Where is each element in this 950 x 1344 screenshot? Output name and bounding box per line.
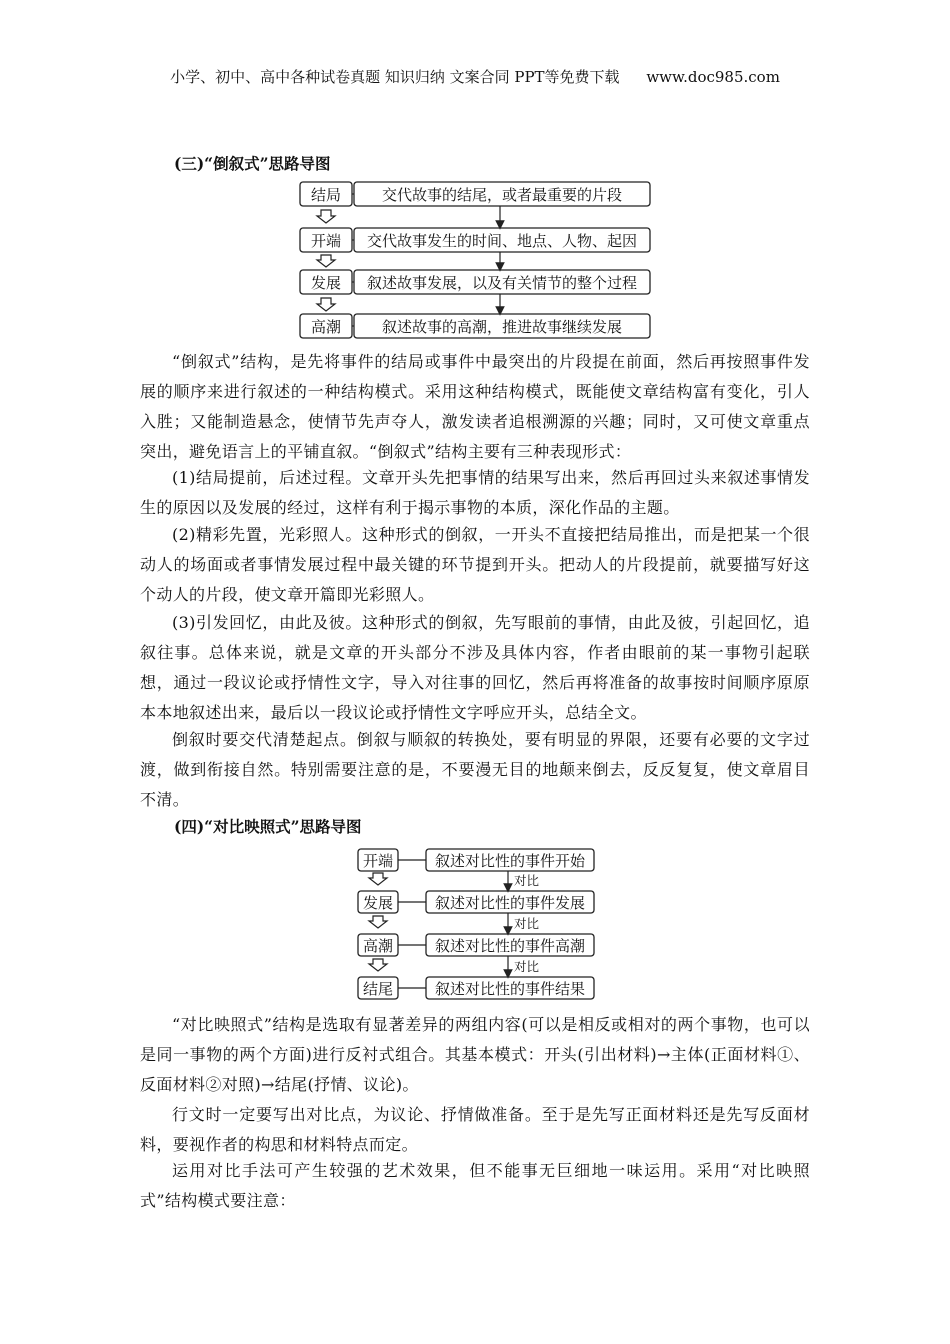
description-box <box>354 228 650 252</box>
description-box <box>426 849 594 871</box>
contrast-diagram <box>354 845 600 1003</box>
description-box <box>354 314 650 338</box>
paragraph: 行文时一定要写出对比点，为议论、抒情做准备。至于是先写正面材料还是先写反面材料，要视作者的构思和材料特点而定。 <box>140 1105 810 1154</box>
header-site-url[interactable]: www.doc985.com <box>646 68 780 86</box>
down-arrow-icon <box>369 916 387 928</box>
page-header <box>0 66 950 87</box>
description-box <box>426 934 594 956</box>
stage-box-beginning <box>358 849 398 871</box>
stage-label: 发展 <box>310 274 342 292</box>
stage-label: 开端 <box>310 232 342 250</box>
description-text: 叙述对比性的事件结果 <box>434 980 586 998</box>
stage-box-climax <box>300 314 352 338</box>
stage-box-development <box>358 891 398 913</box>
section4-heading: (四)“对比映照式”思路导图 <box>174 817 362 836</box>
paragraph: “倒叙式”结构，是先将事件的结局或事件中最突出的片段提在前面，然后再按照事件发展的顺序来进行叙述的一种结构模式。采用这种结构模式，既能使文章结构富有变化，引人入胜；又能制造悬念，使情节先声夺人，激发读者追根溯源的兴趣；同时，又可使文章重点突出，避免语言上的平铺直叙。“倒叙式”结构主要有三种表现形式： <box>140 352 810 461</box>
down-arrow-icon <box>317 298 335 311</box>
stage-box-ending <box>300 182 352 206</box>
description-box <box>426 891 594 913</box>
section3-heading: (三)“倒叙式”思路导图 <box>174 154 331 173</box>
paragraph: “对比映照式”结构是选取有显著差异的两组内容(可以是相反或相对的两个事物，也可以是同一事物的两个方面)进行反衬式组合。其基本模式：开头(引出材料)→主体(正面材料①、反面材料②对照)→结尾(抒情、议论)。 <box>140 1015 810 1094</box>
paragraph: 运用对比手法可产生较强的艺术效果，但不能事无巨细地一味运用。采用“对比映照式”结构模式要注意： <box>140 1161 810 1210</box>
description-text: 交代故事的结尾，或者最重要的片段 <box>381 186 623 204</box>
description-text: 叙述对比性的事件发展 <box>434 894 586 912</box>
description-text: 叙述对比性的事件高潮 <box>434 937 586 955</box>
paragraph: (1)结局提前，后述过程。文章开头先把事情的结果写出来，然后再回过头来叙述事情发生的原因以及发展的经过，这样有利于揭示事物的本质，深化作品的主题。 <box>140 468 810 517</box>
paragraph: (2)精彩先置，光彩照人。这种形式的倒叙，一开头不直接把结局推出，而是把某一个很动人的场面或者事情发展过程中最关键的环节提到开头。把动人的片段提前，就要描写好这个动人的片段，使文章开篇即光彩照人。 <box>140 525 810 604</box>
connector-label: 对比 <box>514 959 540 974</box>
description-box <box>354 182 650 206</box>
down-arrow-icon <box>369 873 387 885</box>
description-text: 叙述对比性的事件开始 <box>434 852 586 870</box>
description-box <box>354 270 650 294</box>
stage-box-climax <box>358 934 398 956</box>
connector-label: 对比 <box>514 916 540 931</box>
stage-label: 开端 <box>362 852 394 870</box>
stage-label: 高潮 <box>310 318 342 336</box>
down-arrow-icon <box>317 255 335 267</box>
down-arrow-icon <box>369 959 387 971</box>
stage-label: 发展 <box>362 894 394 912</box>
connector-label: 对比 <box>514 873 540 888</box>
description-text: 叙述故事发展，以及有关情节的整个过程 <box>366 274 638 292</box>
description-box <box>426 977 594 999</box>
stage-label: 结局 <box>310 186 342 204</box>
description-text: 交代故事发生的时间、地点、人物、起因 <box>366 232 638 250</box>
stage-box-beginning <box>300 228 352 252</box>
stage-box-ending <box>358 977 398 999</box>
stage-box-development <box>300 270 352 294</box>
description-text: 叙述故事的高潮，推进故事继续发展 <box>381 318 623 336</box>
header-text: 小学、初中、高中各种试卷真题 知识归纳 文案合同 PPT等免费下载 <box>170 68 620 86</box>
paragraph: 倒叙时要交代清楚起点。倒叙与顺叙的转换处，要有明显的界限，还要有必要的文字过渡，做到衔接自然。特别需要注意的是，不要漫无目的地颠来倒去，反反复复，使文章眉目不清。 <box>140 730 810 809</box>
stage-label: 高潮 <box>362 937 394 955</box>
down-arrow-icon <box>317 210 335 223</box>
paragraph: (3)引发回忆，由此及彼。这种形式的倒叙，先写眼前的事情，由此及彼，引起回忆，追叙往事。总体来说，就是文章的开头部分不涉及具体内容，作者由眼前的某一事物引起联想，通过一段议论或抒情性文字，导入对往事的回忆，然后再将准备的故事按时间顺序原原本本地叙述出来，最后以一段议论或抒情性文字呼应开头，总结全文。 <box>140 613 810 722</box>
flashback-diagram <box>296 178 658 340</box>
stage-label: 结尾 <box>362 980 394 998</box>
